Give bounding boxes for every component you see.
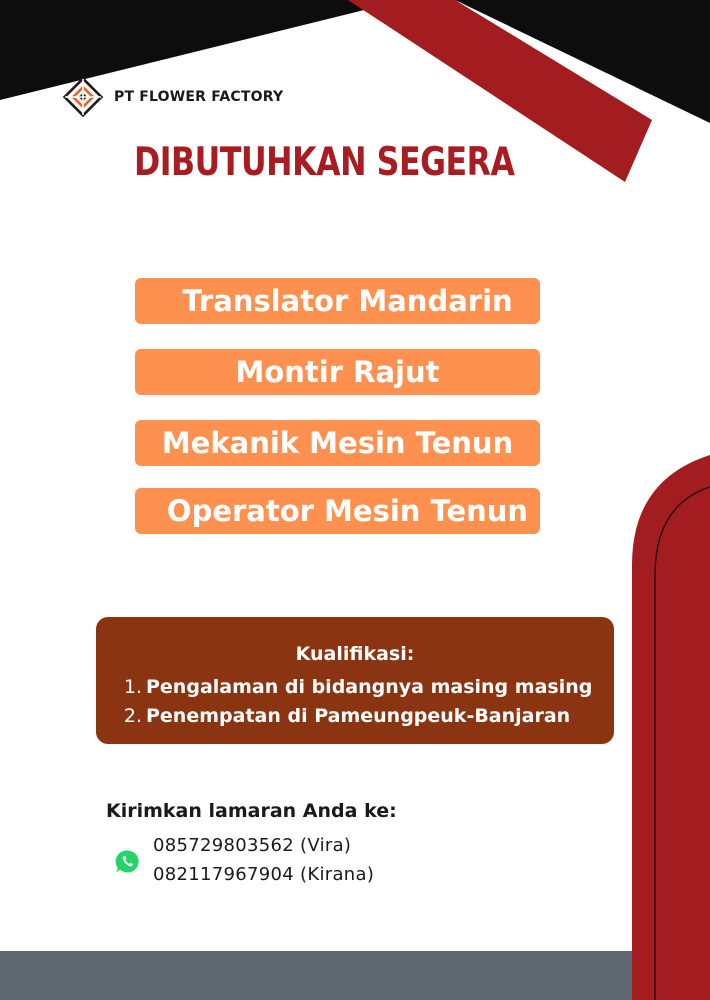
qualifications-box [96, 617, 614, 744]
qualifications-list [120, 673, 592, 731]
bottom-right-red-arch [632, 455, 710, 1000]
whatsapp-icon [115, 849, 140, 874]
position-translator-mandarin: Translator Mandarin [135, 278, 540, 324]
contact-vira: 085729803562 (Vira) [153, 835, 352, 856]
qualification-item [120, 673, 592, 702]
position-operator-mesin-tenun: Operator Mesin Tenun [135, 488, 540, 534]
qualifications-title: Kualifikasi: [295, 643, 415, 665]
qualification-number: 1. [123, 676, 142, 698]
page-headline: DIBUTUHKAN SEGERA [134, 140, 515, 185]
company-brand [62, 76, 283, 118]
contact-kirana: 082117967904 (Kirana) [153, 864, 375, 885]
qualification-text: Penempatan di Pameungpeuk-Banjaran [146, 705, 571, 727]
application-label: Kirimkan lamaran Anda ke: [106, 800, 397, 822]
diamond-knot-logo-icon [62, 76, 104, 118]
company-name: PT FLOWER FACTORY [114, 89, 284, 105]
qualification-number: 2. [123, 705, 142, 727]
position-mekanik-mesin-tenun: Mekanik Mesin Tenun [135, 420, 540, 466]
bottom-slate-bar [0, 951, 632, 1000]
position-montir-rajut: Montir Rajut [135, 349, 540, 395]
qualification-text: Pengalaman di bidangnya masing masing [146, 676, 593, 698]
qualification-item [120, 702, 592, 731]
